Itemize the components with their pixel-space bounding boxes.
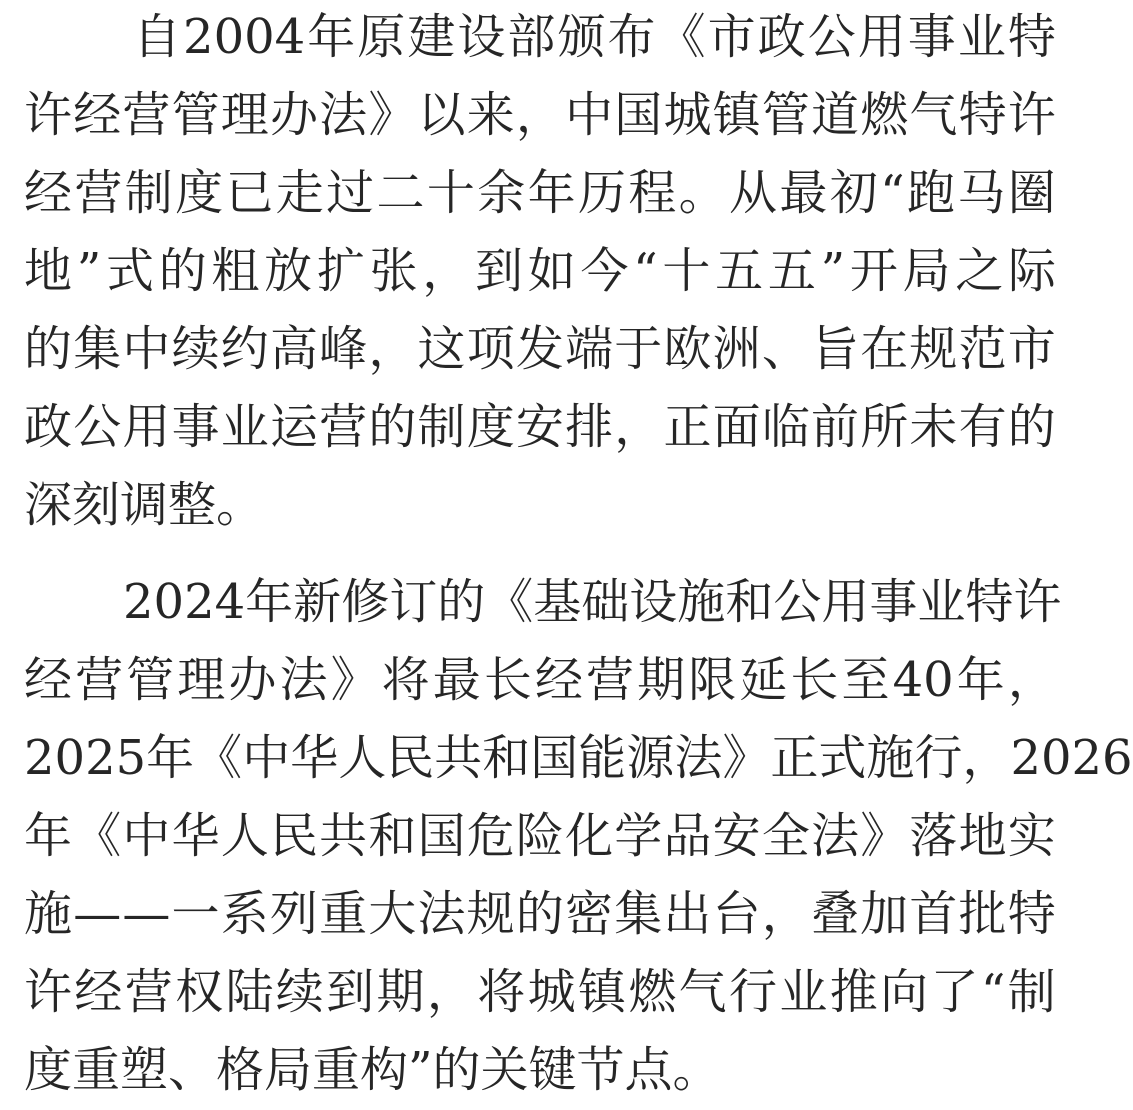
paragraph-last-line: 度重塑、格局重构”的关键节点。 — [24, 1042, 721, 1098]
paragraph-line: 2025 年 《 中 华 人 民 共 和 国 能 源 法 》 正 式 施 行 ， 2026 — [24, 730, 1133, 786]
paragraph-line: 地 ” 式 的 粗 放 扩 张 ， 到 如 今 “ 十 五 五 ” 开 局 之 际 — [24, 243, 1056, 299]
paragraph-line: 施 — — 一 系 列 重 大 法 规 的 密 集 出 台 ， 叠 加 首 批 特 — [24, 886, 1056, 942]
paragraph-line: 经 营 制 度 已 走 过 二 十 余 年 历 程 。 从 最 初 “ 跑 马 圈 — [24, 165, 1056, 221]
paragraph-line: 2024 年 新 修 订 的 《 基 础 设 施 和 公 用 事 业 特 许 — [123, 574, 1062, 630]
paragraph-line: 经 营 管 理 办 法 》 将 最 长 经 营 期 限 延 长 至 40 年 ， — [24, 652, 1056, 708]
paragraph-line: 许 经 营 管 理 办 法 》 以 来 ， 中 国 城 镇 管 道 燃 气 特 许 — [24, 87, 1056, 143]
paragraph-line: 政 公 用 事 业 运 营 的 制 度 安 排 ， 正 面 临 前 所 未 有 的 — [24, 399, 1056, 455]
paragraph-line: 年 《 中 华 人 民 共 和 国 危 险 化 学 品 安 全 法 》 落 地 实 — [24, 808, 1056, 864]
paragraph-line: 的 集 中 续 约 高 峰 ， 这 项 发 端 于 欧 洲 、 旨 在 规 范 市 — [24, 321, 1056, 377]
paragraph-last-line: 深刻调整。 — [24, 477, 265, 533]
paragraph-line: 自 2004 年 原 建 设 部 颁 布 《 市 政 公 用 事 业 特 — [133, 9, 1056, 65]
paragraph-line: 许 经 营 权 陆 续 到 期 ， 将 城 镇 燃 气 行 业 推 向 了 “ 制 — [24, 964, 1056, 1020]
